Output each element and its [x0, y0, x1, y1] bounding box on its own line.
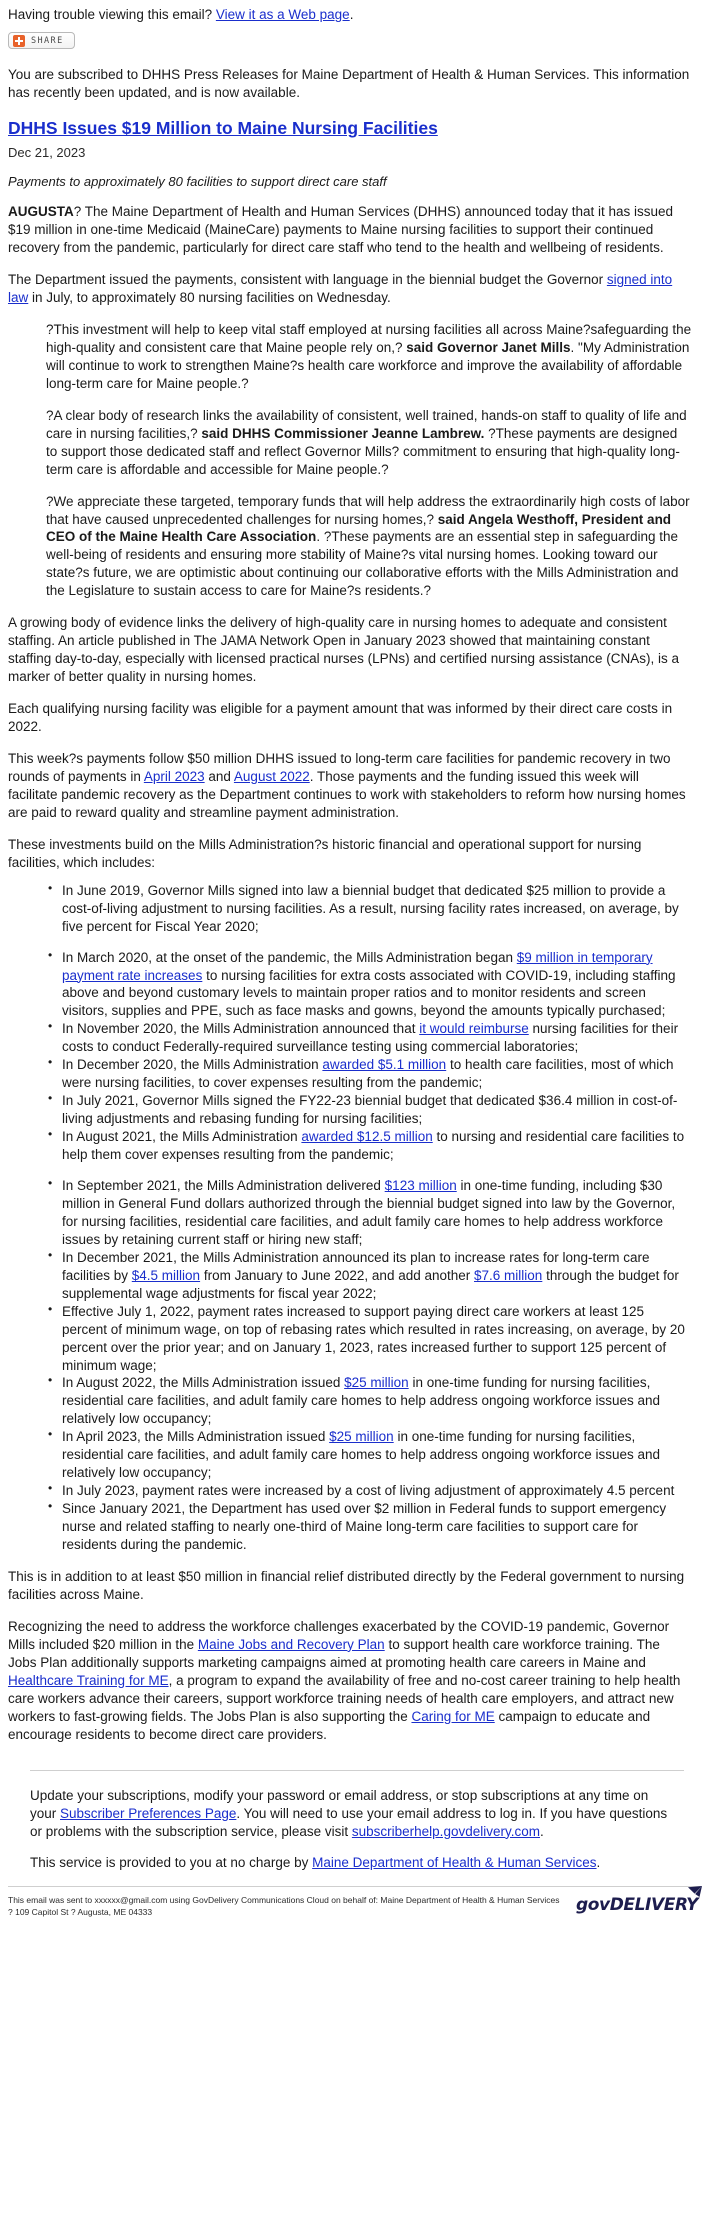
bullet-text: in one-time funding, including $30 million in General Fund dollars authorized through the biennial budget signed into law by the Governor, for nursing facilities, residential care facilities, and adult family care homes to help address workforce issues by retaining current staff or hiring new staff;: [62, 1178, 676, 1247]
para-evidence: A growing body of evidence links the delivery of high-quality care in nursing homes to adequate and consistent staffing. An article published in The JAMA Network Open in January 2023 showed that maintaining constant staffing day-to-day, especially with licensed practical nurses (LPNs) and certified nursing assistance (CNAs), is a marker of better quality in nursing homes.: [8, 615, 680, 685]
footer-block: [0, 1771, 708, 1873]
quote-mills-attribution: said Governor Janet Mills: [406, 339, 571, 355]
bullet-text: through the budget for supplemental wage adjustments for fiscal year 2022;: [62, 1267, 679, 1301]
view-as-web-page-link[interactable]: View it as a Web page: [215, 7, 350, 22]
preheader-text-after: .: [349, 7, 354, 22]
legal-row: [0, 1887, 708, 1929]
para-federal-relief: This is in addition to at least $50 million in financial relief distributed directly by the Federal government to nursing facilities across Maine.: [8, 1569, 685, 1602]
bullet-august-2021: [48, 1128, 692, 1164]
para-workforce-part2: to support health care workforce training. The Jobs Plan additionally supports marketing campaigns aimed at promoting health care careers in Maine and: [8, 1636, 660, 1670]
para-workforce-training: [0, 1604, 708, 1744]
bullet-link[interactable]: $25 million: [344, 1375, 409, 1391]
article-headline-link[interactable]: DHHS Issues $19 Million to Maine Nursing Facilities: [8, 118, 438, 139]
quote-commissioner-lambrew: [0, 393, 708, 479]
bullet-text: Since January 2021, the Department has used over $2 million in Federal funds to support emergency nurse and related staffing to nearly one-third of Maine long-term care facilities to support care for residents during the pandemic.: [62, 1501, 667, 1553]
subscription-notice: You are subscribed to DHHS Press Releases for Maine Department of Health & Human Services. This information has recently been updated, and is now available.: [8, 66, 690, 100]
preheader-text-before: Having trouble viewing this email?: [8, 7, 216, 22]
lede-rest: ? The Maine Department of Health and Human Services (DHHS) announced today that it has issued $19 million in one-time Medicaid (MaineCare) payments to Maine nursing facilities to support their continued recovery from the pandemic, particularly for direct care staff who tend to the health and wellbeing of residents.: [8, 204, 674, 256]
bullet-text: in one-time funding for nursing facilities, residential care facilities, and adult family care homes to help address ongoing workforce issues and relatively low occupancy;: [62, 1375, 661, 1427]
quote-westhoff-attribution: said Angela Westhoff, President and CEO of the Maine Health Care Association: [46, 511, 672, 545]
bullet-august-2022: [48, 1374, 692, 1428]
para-workforce-part4: campaign to educate and encourage residents to become direct care providers.: [8, 1708, 651, 1742]
bullet-text: In August 2021, the Mills Administration: [62, 1129, 302, 1145]
footer-update-subscriptions: [30, 1787, 678, 1841]
quote-lambrew-part1: ?A clear body of research links the availability of consistent, well trained, hands-on staff to quality of life and care in nursing facilities,?: [46, 407, 687, 441]
bullet-link[interactable]: it would reimburse: [419, 1021, 529, 1037]
para-workforce-part3: , a program to expand the availability of free and no-cost career training to help health care workers advance their careers, support workforce training needs of health care employers, and attract new workers to fast-growing fields. The Jobs Plan is also supporting the: [8, 1672, 681, 1724]
bullet-text: In March 2020, at the onset of the pandemic, the Mills Administration began: [62, 949, 517, 965]
article-lede: [0, 189, 708, 257]
govdelivery-logo: [576, 1895, 700, 1915]
footer-service-part2: .: [596, 1855, 601, 1871]
quote-lambrew-attribution: said DHHS Commissioner Jeanne Lambrew.: [201, 425, 485, 441]
para-payments: [0, 257, 708, 307]
para-followup-part2: . Those payments and the funding issued this week will facilitate pandemic recovery as the Department continues to work with stakeholders to reform how nursing homes are paid to reward quality and streamline payment administration.: [8, 768, 686, 820]
footer-service-part1: This service is provided to you at no charge by: [30, 1855, 313, 1871]
bullet-july-2022: [48, 1303, 692, 1375]
share-button-label: SHARE: [31, 35, 64, 46]
preheader: [0, 0, 708, 26]
bullet-text: to health care facilities, most of which were nursing facilities, to cover expenses resulting from the pandemic;: [62, 1057, 674, 1091]
bullet-april-2023: [48, 1428, 692, 1482]
quote-governor-mills: [0, 307, 708, 393]
maine-dhhs-link[interactable]: Maine Department of Health & Human Services: [312, 1855, 597, 1871]
para-payments-part1: The Department issued the payments, consistent with language in the biennial budget the Governor: [8, 272, 607, 288]
subscriber-help-link[interactable]: subscriberhelp.govdelivery.com: [351, 1823, 540, 1839]
healthcare-training-for-me-link[interactable]: Healthcare Training for ME: [8, 1672, 169, 1688]
quote-lambrew-part2: ?These payments are designed to support those dedicated staff and reflect Governor Mills? commitment to ensuring that high-quality long-term care is affordable and accessible for Maine people.?: [46, 425, 680, 477]
bullet-text: to nursing and residential care facilities to help them cover expenses resulting from the pandemic;: [62, 1129, 685, 1163]
signed-into-law-link[interactable]: signed into law: [8, 272, 673, 305]
para-followup-mid: and: [204, 768, 234, 784]
bullet-june-2019: [48, 882, 692, 936]
quote-westhoff-part2: . ?These payments are an essential step in safeguarding the well-being of residents and ensuring more stability of Maine?s vital nursing homes. Looking toward our state?s future, we are optimistic about continuing our collaborative efforts with the Mills Administration and the Legislature to sustain access to care for Maine?s residents.?: [46, 529, 679, 599]
footer-update-part2: . You will need to use your email address to log in. If you have questions or problems with the subscription service, please visit: [30, 1805, 668, 1839]
footer-update-part1: Update your subscriptions, modify your password or email address, or stop subscriptions at any time on your: [30, 1787, 649, 1821]
bullet-december-2020: [48, 1056, 692, 1092]
para-eligible: Each qualifying nursing facility was eligible for a payment amount that was informed by their direct care costs in 2022.: [8, 701, 673, 735]
dateline: AUGUSTA: [8, 204, 74, 220]
share-plus-icon: [13, 35, 25, 47]
para-workforce-part1: Recognizing the need to address the workforce challenges exacerbated by the COVID-19 pandemic, Governor Mills included $20 million in the: [8, 1618, 670, 1652]
bullet-link[interactable]: $4.5 million: [131, 1267, 201, 1283]
bullet-since-january-2021: [48, 1500, 692, 1554]
legal-text: This email was sent to xxxxxx@gmail.com using GovDelivery Communications Cloud on behalf of: Maine Department of Health & Human Services ? 109 Capitol St ? Augusta, ME 04333: [8, 1895, 560, 1918]
bullet-link[interactable]: awarded $5.1 million: [322, 1057, 447, 1073]
footer-update-part3: .: [539, 1823, 544, 1839]
bullet-text: In September 2021, the Mills Administration delivered: [62, 1178, 385, 1193]
maine-jobs-recovery-plan-link[interactable]: Maine Jobs and Recovery Plan: [197, 1636, 385, 1652]
bullet-text: In April 2023, the Mills Administration issued: [62, 1429, 330, 1445]
bullet-text: In July 2023, payment rates were increased by a cost of living adjustment of approximately 4.5 percent: [62, 1483, 675, 1499]
bullet-text: In August 2022, the Mills Administration issued: [62, 1375, 345, 1391]
footer-service-provided: [30, 1854, 678, 1872]
article-subhead: Payments to approximately 80 facilities to support direct care staff: [8, 174, 387, 190]
bullet-september-2021: [48, 1177, 692, 1249]
bullet-text: Effective July 1, 2022, payment rates increased to support paying direct care workers at least 125 percent of minimum wage, on top of rebasing rates which resulted in rates increasing, on average, by 20 percent over the prior year; and on January 1, 2023, rates increased further to support 125 percent of minimum wage;: [62, 1303, 685, 1373]
bullet-text: nursing facilities for their costs to conduct Federally-required surveillance testing using commercial laboratories;: [62, 1021, 679, 1055]
bullet-text: from January to June 2022, and add another: [200, 1267, 475, 1283]
bullet-text: In June 2019, Governor Mills signed into law a biennial budget that dedicated $25 million to provide a cost-of-living adjustment to nursing facilities. As a result, nursing facility rates increased, on average, by five percent for Fiscal Year 2020;: [62, 882, 679, 934]
quote-mills-part1: ?This investment will help to keep vital staff employed at nursing facilities all across Maine?safeguarding the high-quality and consistent care that Maine people rely on,?: [46, 321, 692, 355]
share-row: [0, 26, 708, 56]
bullet-text: In July 2021, Governor Mills signed the FY22-23 biennial budget that dedicated $36.4 million in cost-of-living adjustments and rebasing funding for nursing facilities;: [62, 1093, 678, 1127]
bullet-july-2021: [48, 1092, 692, 1128]
bullet-march-2020: [48, 949, 692, 1021]
para-followup: [0, 736, 708, 822]
bullet-link[interactable]: $123 million: [384, 1178, 457, 1193]
govdelivery-wordmark: govDELIVERY: [575, 1895, 698, 1916]
investments-bullet-list: [0, 882, 708, 1554]
bullet-text: In November 2020, the Mills Administration announced that: [62, 1021, 420, 1037]
caring-for-me-link[interactable]: Caring for ME: [411, 1708, 495, 1724]
article-date: Dec 21, 2023: [8, 145, 86, 161]
bullet-text: in one-time funding for nursing facilities, residential care facilities, and adult family care homes to help address ongoing workforce issues and relatively low occupancy;: [62, 1429, 661, 1481]
august-2022-link[interactable]: August 2022: [233, 768, 310, 784]
quote-mills-part2: . "My Administration will continue to work to strengthen Maine?s health care workforce and improve the availability of affordable long-term care for Maine people.?: [46, 339, 690, 391]
bullet-text: In December 2020, the Mills Administration: [62, 1057, 323, 1073]
april-2023-link[interactable]: April 2023: [143, 768, 205, 784]
para-followup-part1: This week?s payments follow $50 million DHHS issued to long-term care facilities for pandemic recovery in two rounds of payments in: [8, 750, 671, 784]
bullet-link[interactable]: $9 million in temporary payment rate increases: [62, 949, 653, 983]
share-button[interactable]: [8, 32, 75, 49]
bullet-link[interactable]: $7.6 million: [474, 1267, 543, 1283]
bullet-text: to nursing facilities for extra costs associated with COVID-19, including staffing above and beyond customary levels to maintain proper ratios and to monitor residents and screen visitors, supplies and PPE, such as face masks and gowns, beyond the amounts typically purchased;: [62, 967, 676, 1019]
quote-westhoff-part1: ?We appreciate these targeted, temporary funds that will help address the extraordinarily high costs of labor that have caused unprecedented challenges for nursing homes,?: [46, 493, 690, 527]
para-investments-intro: These investments build on the Mills Administration?s historic financial and operational support for nursing facilities, which includes:: [8, 836, 642, 870]
bullet-december-2021: [48, 1249, 692, 1303]
bullet-text: In December 2021, the Mills Administration announced its plan to increase rates for long-term care facilities by: [62, 1249, 650, 1283]
quote-angela-westhoff: [0, 479, 708, 601]
bullet-november-2020: [48, 1020, 692, 1056]
bullet-july-2023: [48, 1482, 692, 1500]
bullet-link[interactable]: $25 million: [329, 1429, 394, 1445]
para-payments-part2: in July, to approximately 80 nursing facilities on Wednesday.: [28, 289, 391, 305]
bullet-link[interactable]: awarded $12.5 million: [301, 1129, 433, 1145]
subscriber-preferences-link[interactable]: Subscriber Preferences Page: [60, 1805, 237, 1821]
envelope-icon: [688, 1884, 702, 1895]
